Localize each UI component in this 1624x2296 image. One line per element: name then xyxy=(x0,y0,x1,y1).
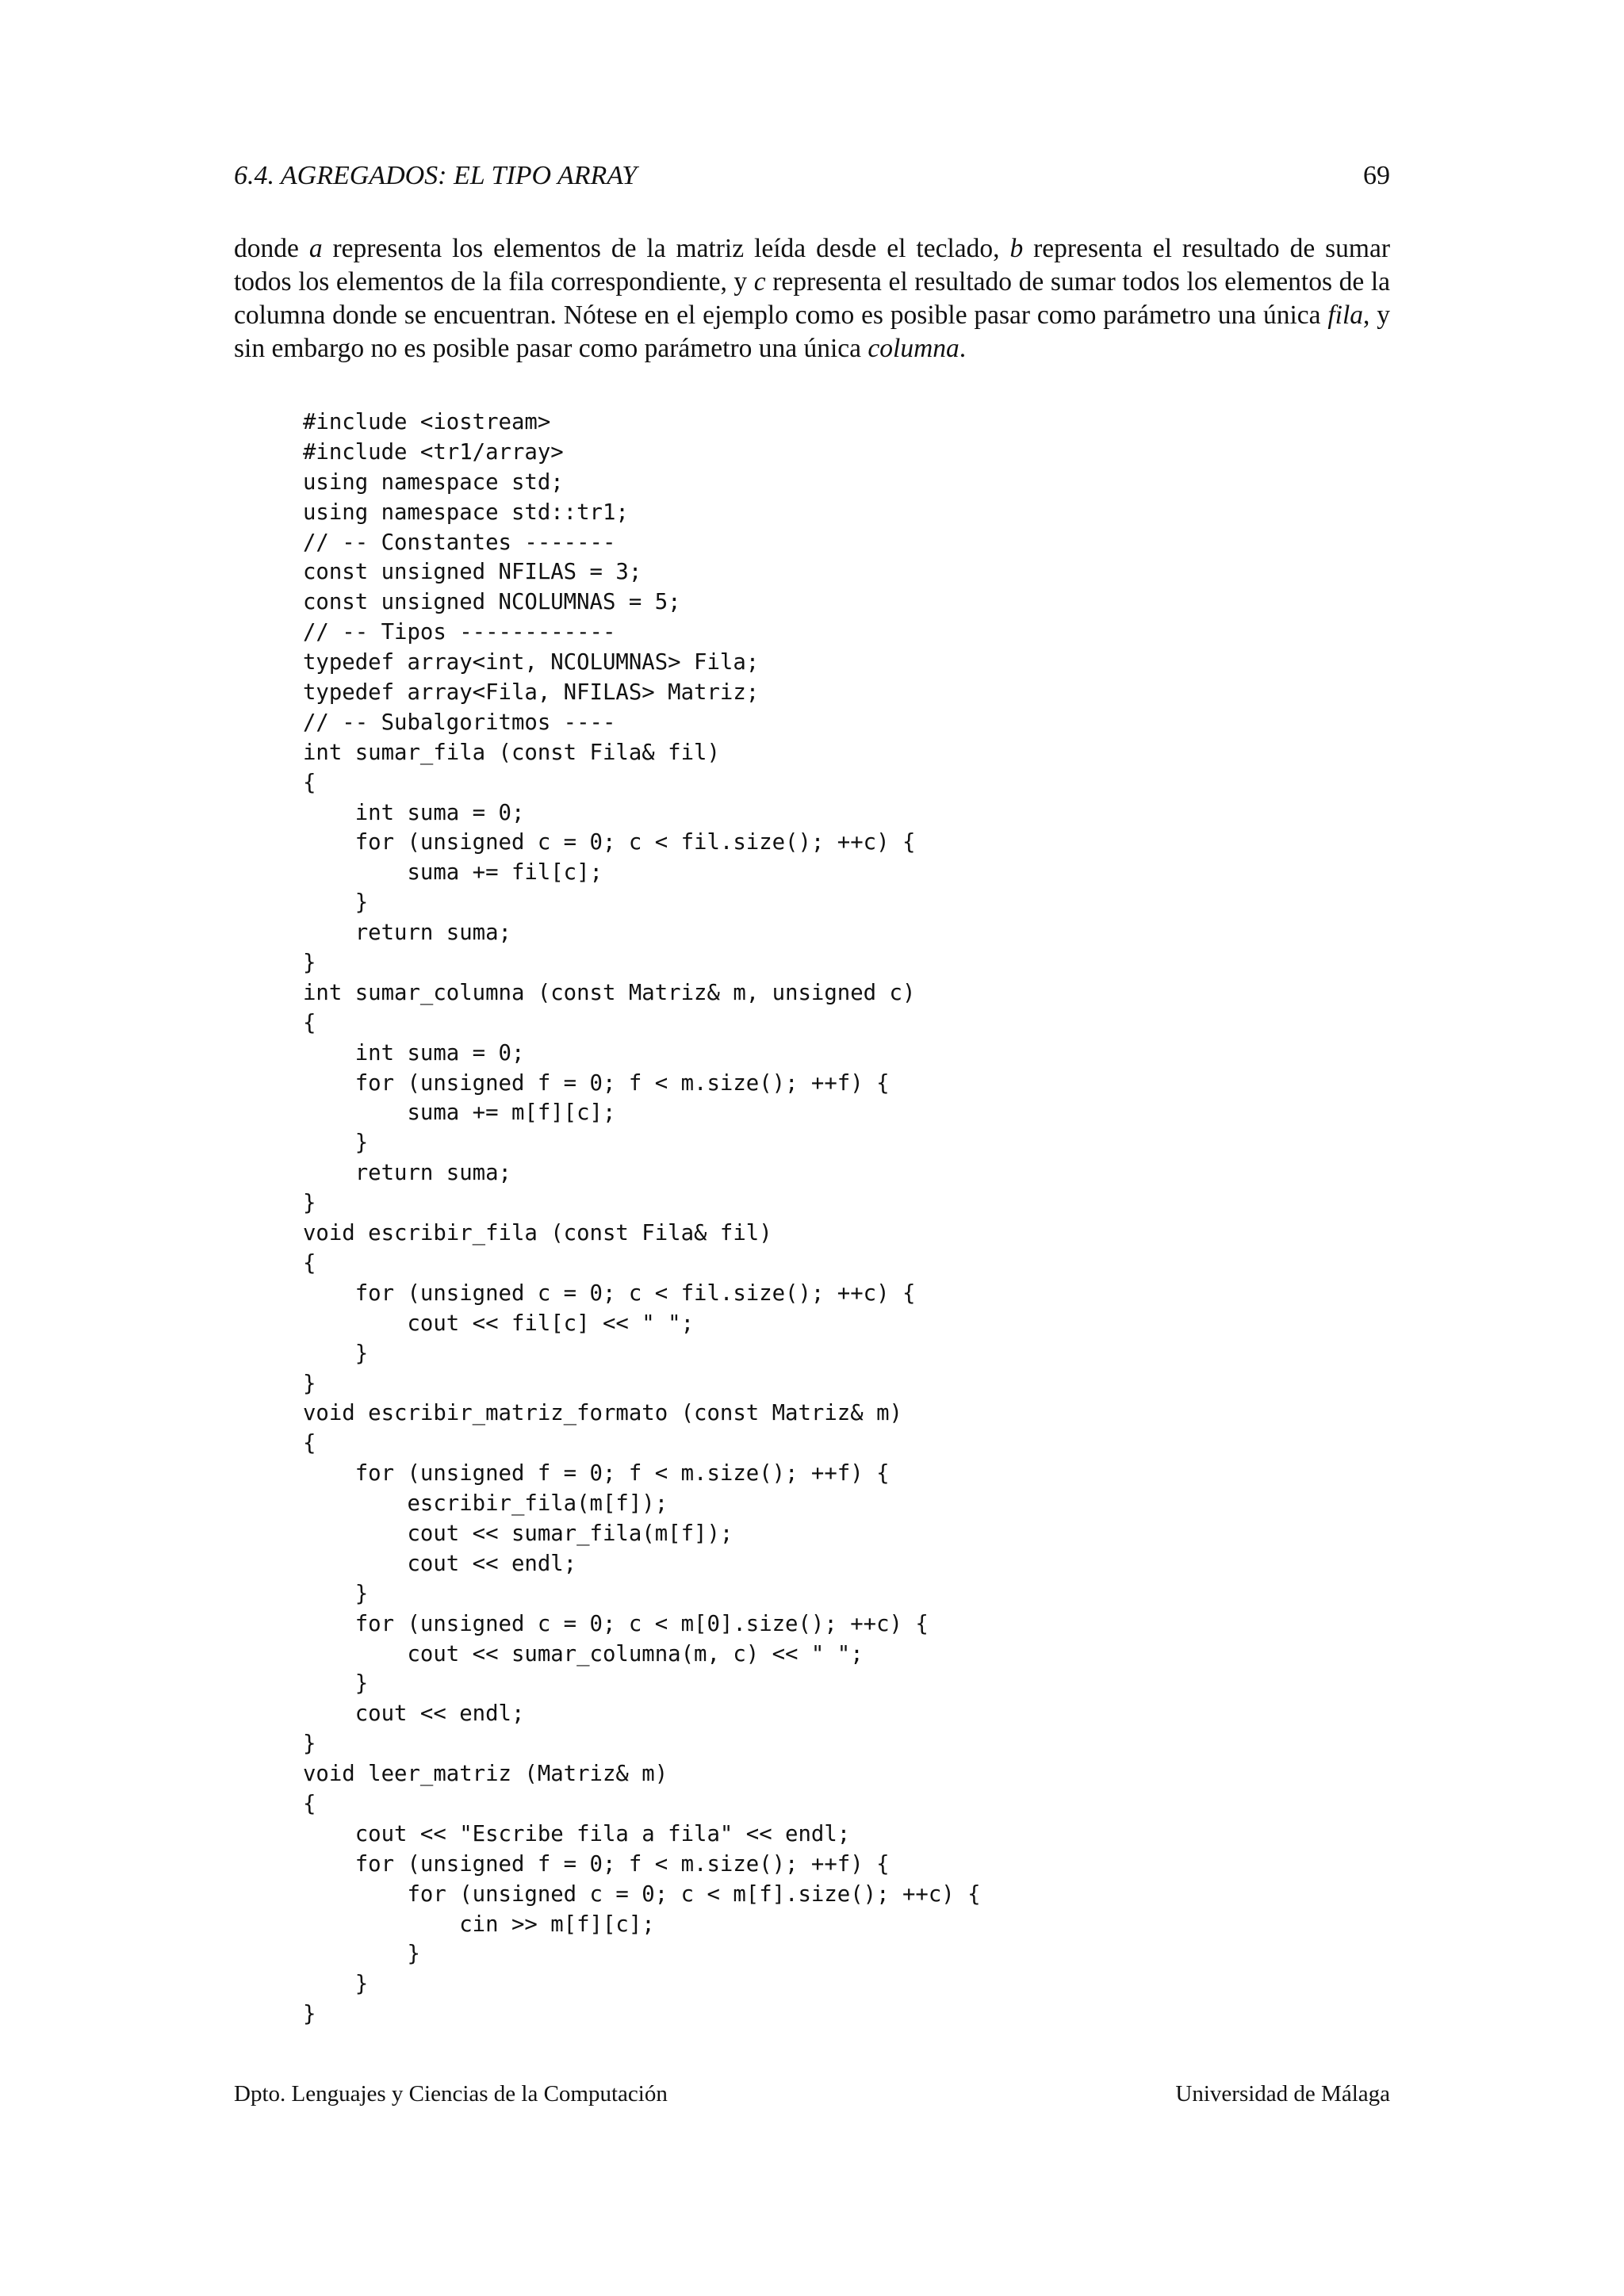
code-line: typedef array<Fila, NFILAS> Matriz; xyxy=(303,680,760,706)
code-line: cout << "Escribe fila a fila" << endl; xyxy=(303,1821,851,1846)
footer-department: Dpto. Lenguajes y Ciencias de la Computación xyxy=(234,2081,668,2107)
code-line: { xyxy=(303,1250,316,1276)
code-line: typedef array<int, NCOLUMNAS> Fila; xyxy=(303,650,760,675)
code-line: using namespace std::tr1; xyxy=(303,499,629,525)
running-header xyxy=(234,157,1390,195)
emphasis-columna: columna xyxy=(868,334,959,363)
code-line: cout << fil[c] << " "; xyxy=(303,1311,695,1336)
code-line: int suma = 0; xyxy=(303,1040,525,1066)
code-line: // -- Constantes ------- xyxy=(303,530,616,555)
variable-b: b xyxy=(1009,234,1024,263)
paragraph-text: representa el resultado de sumar todos los elementos de la fila correspondiente, y xyxy=(234,234,1390,297)
code-line: } xyxy=(303,1732,316,1757)
code-line: } xyxy=(303,1191,316,1216)
code-line: suma += fil[c]; xyxy=(303,860,603,886)
code-line: suma += m[f][c]; xyxy=(303,1100,616,1126)
paragraph-text: donde xyxy=(234,234,309,263)
footer-university: Universidad de Málaga xyxy=(1175,2081,1390,2107)
variable-a: a xyxy=(308,234,323,263)
code-line: { xyxy=(303,1431,316,1456)
code-line: { xyxy=(303,1791,316,1816)
paragraph-text: , y sin embargo no es posible pasar como parámetro una única xyxy=(234,300,1391,363)
code-line: } xyxy=(303,890,369,916)
code-line: void escribir_fila (const Fila& fil) xyxy=(303,1221,772,1246)
code-line: void leer_matriz (Matriz& m) xyxy=(303,1762,668,1787)
code-line: } xyxy=(303,2002,316,2027)
code-line: void escribir_matriz_formato (const Matriz& m) xyxy=(303,1401,902,1426)
code-line: #include <iostream> xyxy=(303,410,551,434)
code-line: cout << sumar_columna(m, c) << " "; xyxy=(303,1641,864,1667)
code-line: return suma; xyxy=(303,920,511,946)
code-line: escribir_fila(m[f]); xyxy=(303,1491,668,1517)
code-line: // -- Subalgoritmos ---- xyxy=(303,710,616,735)
section-title: 6.4. AGREGADOS: EL TIPO ARRAY xyxy=(234,161,638,190)
code-line: } xyxy=(303,1341,369,1366)
code-line: for (unsigned c = 0; c < fil.size(); ++c) { xyxy=(303,1280,916,1306)
code-line: for (unsigned c = 0; c < fil.size(); ++c) { xyxy=(303,830,916,855)
code-line: for (unsigned f = 0; f < m.size(); ++f) { xyxy=(303,1851,890,1877)
code-line: } xyxy=(303,1131,369,1156)
variable-c: c xyxy=(753,267,766,297)
page-footer xyxy=(234,2076,1390,2112)
code-line: const unsigned NCOLUMNAS = 5; xyxy=(303,590,681,615)
code-line: for (unsigned f = 0; f < m.size(); ++f) { xyxy=(303,1070,890,1096)
code-line: } xyxy=(303,1371,316,1396)
body-paragraph xyxy=(234,232,1390,365)
code-line: cin >> m[f][c]; xyxy=(303,1911,655,1937)
code-line: int sumar_columna (const Matriz& m, unsigned c) xyxy=(303,980,916,1005)
code-line: } xyxy=(303,1942,420,1967)
code-line: #include <tr1/array> xyxy=(303,439,564,465)
code-line: int sumar_fila (const Fila& fil) xyxy=(303,740,720,765)
paragraph-text: representa el resultado de sumar todos los elementos de la columna donde se encuentran. Nótese en el ejemplo como es posible pasar como parámetro una única xyxy=(234,267,1391,330)
code-line: for (unsigned f = 0; f < m.size(); ++f) { xyxy=(303,1461,890,1487)
code-line: // -- Tipos ------------ xyxy=(303,620,616,645)
paragraph-text: . xyxy=(959,334,967,363)
code-line: } xyxy=(303,1972,369,1997)
emphasis-fila: fila xyxy=(1327,300,1364,330)
code-line: } xyxy=(303,1581,369,1606)
code-line: cout << sumar_fila(m[f]); xyxy=(303,1521,733,1546)
code-line: for (unsigned c = 0; c < m[0].size(); ++c) { xyxy=(303,1611,929,1636)
code-line: } xyxy=(303,951,316,976)
code-line: { xyxy=(303,1010,316,1035)
code-line: { xyxy=(303,770,316,795)
code-line: const unsigned NFILAS = 3; xyxy=(303,560,642,585)
code-line: return suma; xyxy=(303,1161,511,1186)
code-line: cout << endl; xyxy=(303,1551,577,1576)
code-line: using namespace std; xyxy=(303,469,564,495)
code-line: for (unsigned c = 0; c < m[f].size(); ++c) { xyxy=(303,1881,981,1907)
code-line: cout << endl; xyxy=(303,1701,525,1727)
paragraph-text: representa los elementos de la matriz leída desde el teclado, xyxy=(322,234,1010,263)
code-listing xyxy=(303,408,981,2030)
code-line: } xyxy=(303,1671,369,1697)
code-line: int suma = 0; xyxy=(303,800,525,825)
page-number: 69 xyxy=(1363,161,1390,190)
